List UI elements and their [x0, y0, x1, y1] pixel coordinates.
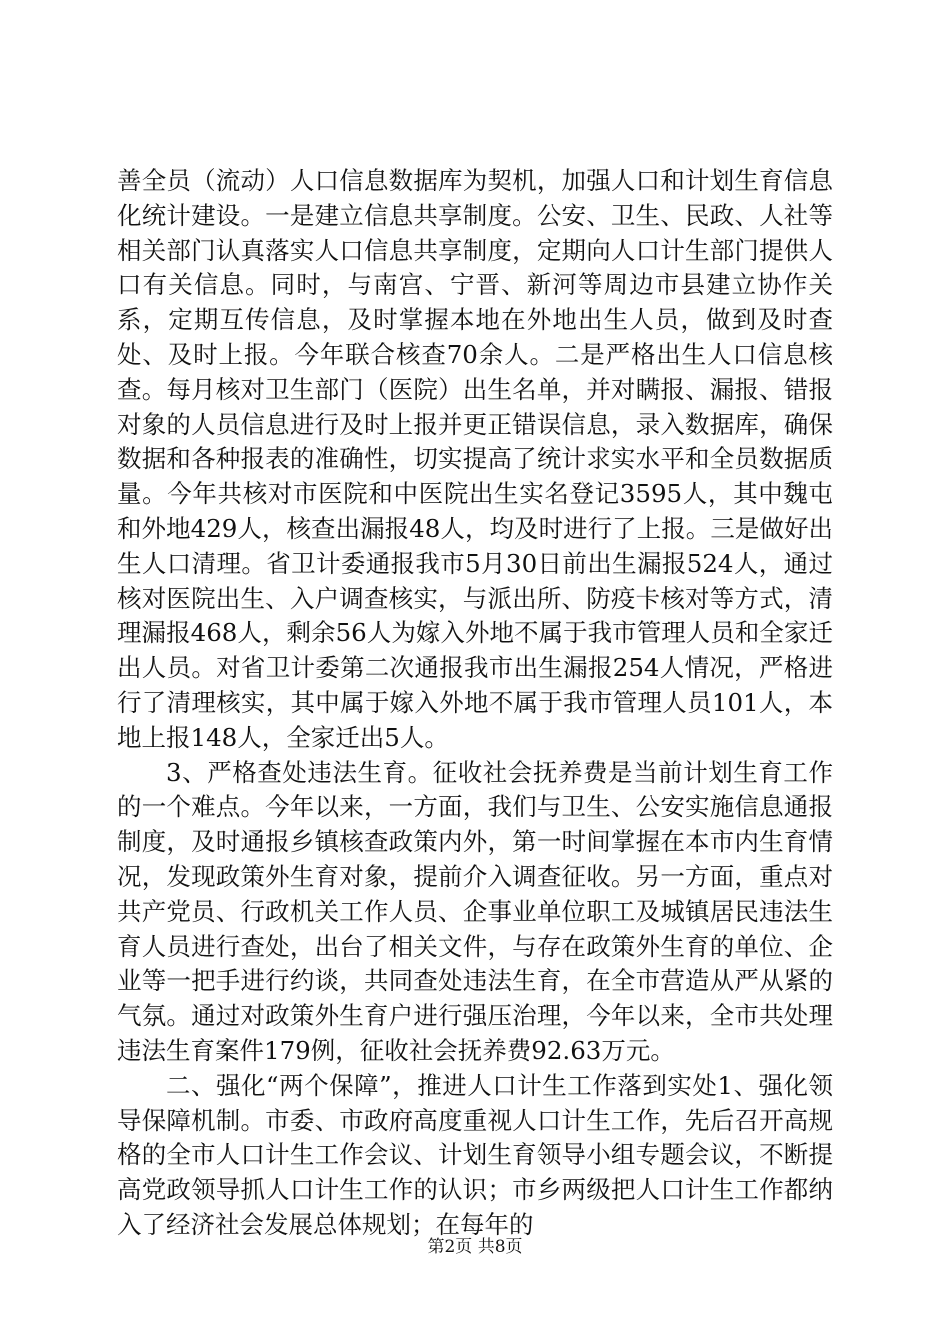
page-number-footer: 第2页 共8页 — [427, 1237, 523, 1257]
paragraph-1: 善全员（流动）人口信息数据库为契机，加强人口和计划生育信息化统计建设。一是建立信息共享制度。公安、卫生、民政、人社等相关部门认真落实人口信息共享制度，定期向人口计生部门提供人口有关信息。同时，与南宫、宁晋、新河等周边市县建立协作关系，定期互传信息，及时掌握本地在外地出生人员，做到及时查处、及时上报。今年联合核查70余人。二是严格出生人口信息核查。每月核对卫生部门（医院）出生名单，并对瞒报、漏报、错报对象的人员信息进行及时上报并更正错误信息，录入数据库，确保数据和各种报表的准确性，切实提高了统计求实水平和全员数据质量。今年共核对市医院和中医院出生实名登记3595人，其中魏屯和外地429人，核查出漏报48人，均及时进行了上报。三是做好出生人口清理。省卫计委通报我市5月30日前出生漏报524人，通过核对医院出生、入户调查核实，与派出所、防疫卡核对等方式，清理漏报468人，剩余56人为嫁入外地不属于我市管理人员和全家迁出人员。对省卫计委第二次通报我市出生漏报254人情况，严格进行了清理核实，其中属于嫁入外地不属于我市管理人员101人，本地上报148人，全家迁出5人。 — [117, 166, 833, 752]
paragraph-3: 二、强化“两个保障”，推进人口计生工作落到实处1、强化领导保障机制。市委、市政府高度重视人口计生工作，先后召开高规格的全市人口计生工作会议、计划生育领导小组专题会议，不断提高党政领导抓人口计生工作的认识；市乡两级把人口计生工作都纳入了经济社会发展总体规划；在每年的 — [117, 1070, 833, 1239]
paragraph-2: 3、严格查处违法生育。征收社会抚养费是当前计划生育工作的一个难点。今年以来，一方面，我们与卫生、公安实施信息通报制度，及时通报乡镇核查政策内外，第一时间掌握在本市内生育情况，发现政策外生育对象，提前介入调查征收。另一方面，重点对共产党员、行政机关工作人员、企事业单位职工及城镇居民违法生育人员进行查处，出台了相关文件，与存在政策外生育的单位、企业等一把手进行约谈，共同查处违法生育，在全市营造从严从紧的气氛。通过对政策外生育户进行强压治理，今年以来，全市共处理违法生育案件179例，征收社会抚养费92.63万元。 — [117, 757, 833, 1065]
document-body — [117, 164, 833, 1243]
